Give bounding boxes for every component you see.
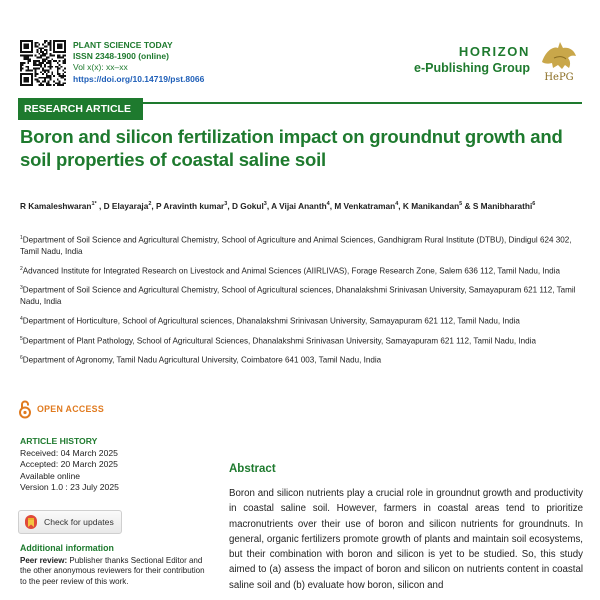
author-affiliation-mark: 4 <box>326 201 330 208</box>
open-access-text: OPEN ACCESS <box>37 404 105 414</box>
affiliation-number: 5 <box>20 335 23 342</box>
publisher-line1: HORIZON <box>458 44 530 59</box>
additional-information <box>20 543 210 587</box>
peer-review-note <box>20 556 210 588</box>
author-affiliation-mark: 4 <box>395 201 399 208</box>
affiliation-item <box>20 334 585 347</box>
history-version: Version 1.0 : 23 July 2025 <box>20 482 119 493</box>
horizon-logo-icon <box>536 38 582 84</box>
affiliation-text: Department of Agronomy, Tamil Nadu Agricultural University, Coimbatore 641 003, Tamil Nadu, India <box>22 356 382 366</box>
journal-volume: Vol x(x): xx–xx <box>73 62 128 73</box>
history-available: Available online <box>20 470 81 481</box>
affiliation-number: 1 <box>20 235 23 241</box>
author-name: S Manibharathi <box>472 201 533 211</box>
author-name: M Venkatraman <box>334 201 396 211</box>
abstract-heading: Abstract <box>229 463 276 475</box>
author-separator: & <box>462 201 473 211</box>
author-list <box>20 201 590 211</box>
affiliation-text: Department of Soil Science and Agricultural Chemistry, School of Agricultural sciences, Dhanalakshmi Srinivasan University, Samayapuram 621 112, Tamil Nadu, India <box>20 286 576 307</box>
affiliation-number: 4 <box>20 316 23 323</box>
author-affiliation-mark: 5 <box>459 201 463 208</box>
affiliation-text: Department of Soil Science and Agricultural Chemistry, School of Agriculture and Animal Sciences, Gandhigram Rural Institute (DTBU), Dindigul 624 302, Tamil Nadu, India <box>20 235 572 256</box>
author-separator: , <box>398 201 403 211</box>
author-separator: , <box>266 201 272 211</box>
peer-review-label: Peer review: <box>20 555 68 565</box>
author-separator: , <box>96 201 104 211</box>
affiliation-item <box>20 264 585 277</box>
abstract-text: Boron and silicon nutrients play a crucial role in groundnut growth and productivity in coastal saline soil. However, farmers in coastal areas tend to prioritize macronutrients over their use of boron and silicon nutrients for groundnuts. In general, organic fertilizers promote growth of plants and maintain soil ecosystems, but their combination with boron and silicon is yet to be studied. So, this study aimed to (a) assess the impact of boron and silicon on nutrients content in coastal saline soil and (b) evaluate how boron, silicon and <box>229 488 583 591</box>
affiliation-list <box>20 233 585 373</box>
affiliation-item <box>20 283 585 307</box>
author-separator: , <box>227 201 232 211</box>
publisher-name <box>414 44 530 75</box>
affiliation-item <box>20 233 585 257</box>
history-accepted: Accepted: 20 March 2025 <box>20 459 118 470</box>
author-name: A Vijai Ananth <box>271 201 327 211</box>
affiliation-text: Department of Horticulture, School of Agricultural sciences, Dhanalakshmi Srinivasan University, Samayapuram 621 112, Tamil Nadu, India <box>22 317 520 327</box>
author-affiliation-mark: 1* <box>91 201 97 208</box>
author-name: D Gokul <box>231 201 264 211</box>
journal-info <box>73 40 204 85</box>
author-affiliation-mark: 3 <box>263 201 267 208</box>
author-name: K Manikandan <box>402 201 460 211</box>
author-name: P Aravinth kumar <box>156 201 225 211</box>
author-separator: , <box>151 201 157 211</box>
check-for-updates-icon <box>24 514 38 530</box>
publisher-line2: e-Publishing Group <box>414 61 530 75</box>
check-for-updates-label: Check for updates <box>44 517 114 527</box>
author-name: R Kamaleshwaran <box>20 201 92 211</box>
affiliation-item <box>20 353 585 366</box>
open-access-label <box>18 398 104 420</box>
author-affiliation-mark: 3 <box>224 201 228 208</box>
history-received: Received: 04 March 2025 <box>20 447 118 458</box>
journal-name: PLANT SCIENCE TODAY <box>73 40 173 50</box>
author-affiliation-mark: 2 <box>148 201 152 208</box>
author-affiliation-mark: 6 <box>532 201 536 208</box>
logo-text: HePG <box>544 72 574 83</box>
affiliation-number: 3 <box>20 285 23 292</box>
open-access-lock-icon <box>18 399 32 419</box>
author-name: D Elayaraja <box>103 201 149 211</box>
affiliation-number: 6 <box>20 355 23 362</box>
history-heading: ARTICLE HISTORY <box>20 436 98 446</box>
peer-review-text: Publisher thanks Sectional Editor and the other anonymous reviewers for their contribution to the peer review of this work. <box>20 555 205 586</box>
affiliation-number: 2 <box>20 265 23 272</box>
doi-link[interactable]: https://doi.org/10.14719/pst.8066 <box>73 73 205 84</box>
additional-info-heading: Additional information <box>20 543 114 553</box>
article-type-badge: RESEARCH ARTICLE <box>18 98 143 120</box>
article-title: Boron and silicon fertilization impact on groundnut growth and soil properties of coastal saline soil <box>20 126 563 170</box>
affiliation-text: Department of Plant Pathology, School of Agricultural Sciences, Dhanalakshmi Srinivasan University, Samayapuram 621 112, Tamil Nadu, India <box>22 336 536 346</box>
author-separator: , <box>329 201 335 211</box>
article-history <box>20 436 119 494</box>
affiliation-item <box>20 314 585 327</box>
check-for-updates-button[interactable] <box>18 510 122 534</box>
journal-issn: ISSN 2348-1900 (online) <box>73 51 169 62</box>
affiliation-text: Advanced Institute for Integrated Research on Livestock and Animal Sciences (AIIRLIVAS), Forage Research Zone, Salem 636 112, Tamil Nadu, India <box>22 266 560 276</box>
qr-code-icon <box>20 40 66 86</box>
